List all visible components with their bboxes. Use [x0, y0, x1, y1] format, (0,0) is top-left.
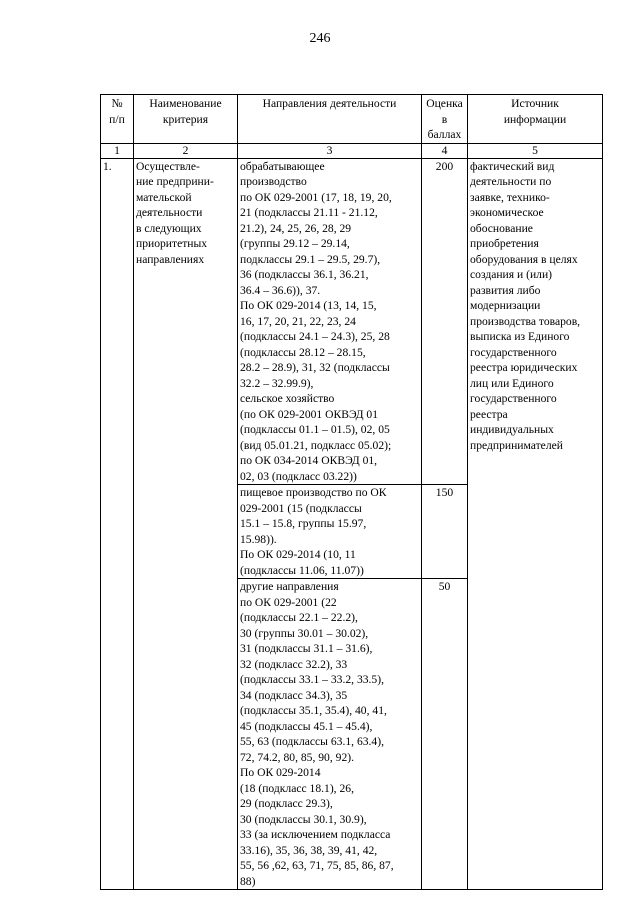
text-line: производство: [240, 175, 307, 188]
text-line: заявке, технико-: [470, 190, 550, 204]
text-line: 34 (подкласс 34.3), 35: [240, 688, 348, 702]
text-line: 28.2 – 28.9), 31, 32 (подклассы: [240, 361, 390, 374]
text-line: №: [111, 97, 123, 110]
text-line: (по ОК 029-2001 ОКВЭД 01: [240, 407, 379, 421]
text-line: Источник: [511, 97, 559, 110]
text-line: мательской: [136, 190, 192, 204]
text-line: (подклассы 24.1 – 24.3), 25, 28: [240, 330, 390, 343]
text-line: государственного: [470, 345, 557, 359]
column-numbering-row: [101, 143, 603, 158]
page-number: 246: [309, 31, 331, 46]
text-line: пищевое производство по ОК: [240, 486, 387, 499]
text-line: приоритетных: [136, 237, 208, 250]
text-line: деятельности по: [470, 175, 552, 188]
text-line: приобретения: [470, 237, 539, 250]
text-line: другие направления: [240, 580, 339, 593]
information-source: [468, 158, 603, 890]
text-line: 21.2), 24, 25, 26, 28, 29: [240, 221, 352, 235]
text-line: в баллах: [427, 112, 462, 141]
text-line: Оценка: [426, 97, 463, 110]
text-line: государственного: [470, 392, 557, 405]
text-line: фактический вид: [470, 159, 555, 173]
text-line: оборудования в целях: [470, 252, 578, 266]
text-line: 21 (подклассы 21.11 - 21.12,: [240, 206, 378, 219]
text-line: по ОК 029-2001 (17, 18, 19, 20,: [240, 190, 392, 204]
text-line: (подклассы 28.12 – 28.15,: [240, 345, 366, 359]
score-value: 200: [422, 158, 468, 485]
text-line: По ОК 029-2014: [240, 766, 321, 779]
column-number: 2: [134, 143, 238, 158]
text-line: (18 (подкласс 18.1), 26,: [240, 781, 354, 795]
text-line: деятельности: [136, 206, 203, 219]
table-row: [101, 158, 603, 485]
criterion-name: [134, 158, 238, 890]
table-header-row: [101, 95, 603, 144]
text-line: 88): [240, 874, 256, 888]
text-line: (подклассы 01.1 – 01.5), 02, 05: [240, 423, 390, 436]
text-line: (подклассы 33.1 – 33.2, 33.5),: [240, 673, 384, 686]
direction-text: [238, 158, 422, 485]
text-line: (подклассы 11.06, 11.07)): [240, 563, 364, 577]
text-line: 02, 03 (подкласс 03.22)): [240, 469, 357, 483]
text-line: (подклассы 35.1, 35.4), 40, 41,: [240, 704, 387, 717]
text-line: создания и (или): [470, 268, 553, 281]
text-line: 36.4 – 36.6)), 37.: [240, 283, 321, 297]
text-line: по ОК 029-2001 (22: [240, 595, 337, 609]
text-line: обрабатывающее: [240, 159, 325, 173]
text-line: 29 (подкласс 29.3),: [240, 797, 333, 810]
text-line: направлениях: [136, 252, 205, 266]
row-number: 1.: [101, 158, 134, 890]
text-line: развития либо: [470, 283, 541, 297]
text-line: модернизации: [470, 299, 541, 312]
text-line: выписка из Единого: [470, 330, 570, 343]
text-line: Наименование: [149, 97, 222, 110]
text-line: 33 (за исключением подкласса: [240, 828, 391, 841]
text-line: ние предприни-: [136, 175, 214, 188]
text-line: предпринимателей: [470, 438, 563, 452]
text-line: 55, 63 (подклассы 63.1, 63.4),: [240, 735, 384, 748]
text-line: по ОК 034-2014 ОКВЭД 01,: [240, 454, 378, 467]
text-line: информации: [503, 112, 567, 126]
column-number: 5: [468, 143, 603, 158]
header-directions: [238, 95, 422, 144]
text-line: Направления деятельности: [262, 97, 397, 110]
text-line: 36 (подклассы 36.1, 36.21,: [240, 268, 369, 281]
text-line: экономическое: [470, 206, 544, 219]
text-line: 029-2001 (15 (подклассы: [240, 501, 362, 515]
header-number: [101, 95, 134, 144]
text-line: 33.16), 35, 36, 38, 39, 41, 42,: [240, 843, 378, 857]
text-line: (вид 05.01.21, подкласс 05.02);: [240, 438, 392, 452]
header-score: [422, 95, 468, 144]
text-line: По ОК 029-2014 (13, 14, 15,: [240, 299, 377, 312]
text-line: критерия: [162, 112, 209, 126]
text-line: производства товаров,: [470, 314, 581, 328]
text-line: 55, 56 ,62, 63, 71, 75, 85, 86, 87,: [240, 859, 394, 872]
header-criterion: [134, 95, 238, 144]
text-line: 16, 17, 20, 21, 22, 23, 24: [240, 314, 356, 328]
header-source: [468, 95, 603, 144]
text-line: обоснование: [470, 221, 533, 235]
text-line: реестра юридических: [470, 361, 578, 374]
text-line: сельское хозяйство: [240, 392, 335, 405]
text-line: реестра: [470, 407, 508, 421]
text-line: 72, 74.2, 80, 85, 90, 92).: [240, 750, 355, 764]
direction-text: [238, 579, 422, 890]
text-line: подклассы 29.1 – 29.5, 29.7),: [240, 252, 381, 266]
text-line: индивидуальных: [470, 423, 554, 436]
text-line: 30 (группы 30.01 – 30.02),: [240, 626, 369, 640]
score-value: 150: [422, 485, 468, 579]
text-line: 30 (подклассы 30.1, 30.9),: [240, 812, 367, 826]
column-number: 4: [422, 143, 468, 158]
column-number: 1: [101, 143, 134, 158]
text-line: в следующих: [136, 221, 202, 235]
column-number: 3: [238, 143, 422, 158]
text-line: Осуществле-: [136, 159, 200, 173]
text-line: 15.98)).: [240, 532, 277, 546]
text-line: По ОК 029-2014 (10, 11: [240, 548, 356, 561]
text-line: п/п: [109, 112, 125, 126]
direction-text: [238, 485, 422, 579]
text-line: 15.1 – 15.8, группы 15.97,: [240, 517, 367, 530]
criteria-table: [100, 94, 603, 890]
score-value: 50: [422, 579, 468, 890]
text-line: 32 (подкласс 32.2), 33: [240, 657, 348, 671]
text-line: 45 (подклассы 45.1 – 45.4),: [240, 719, 373, 733]
text-line: (подклассы 22.1 – 22.2),: [240, 611, 358, 624]
text-line: 31 (подклассы 31.1 – 31.6),: [240, 642, 373, 655]
text-line: 32.2 – 32.99.9),: [240, 376, 314, 390]
text-line: (группы 29.12 – 29.14,: [240, 237, 350, 250]
text-line: лиц или Единого: [470, 376, 554, 390]
